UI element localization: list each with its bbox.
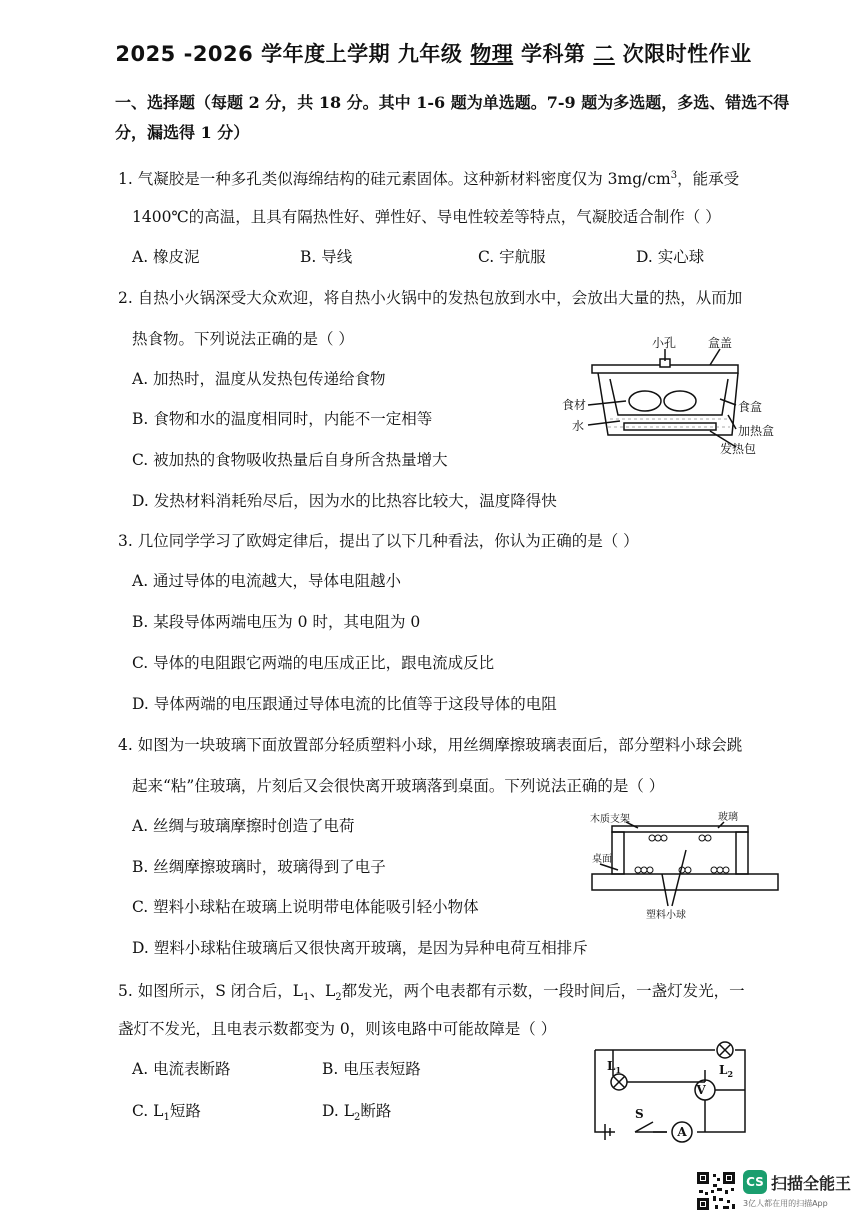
q2-option-d: D. 发热材料消耗殆尽后，因为水的比热容比较大，温度降得快 (132, 492, 557, 510)
ammeter-label: A (677, 1125, 687, 1139)
q1-stem-text-end: ，能承受 (677, 170, 740, 189)
title-subject: 物理 (470, 42, 514, 66)
label-glass: 玻璃 (718, 812, 738, 823)
circuit-diagram (585, 1040, 755, 1150)
q5-option-c-text: C. L (132, 1102, 164, 1120)
q4-stem-line2: 起来“粘”住玻璃，片刻后又会很快离开玻璃落到桌面。下列说法正确的是（ ） (132, 777, 665, 795)
q1-stem-line1 (118, 165, 739, 190)
plastic-ball (647, 867, 653, 873)
q5-option-a: A. 电流表断路 (132, 1060, 231, 1078)
qr-code-icon (695, 1170, 737, 1212)
title-part1: 2025 -2026 学年度上学期 九年级 (115, 42, 463, 66)
plastic-ball (661, 835, 667, 841)
q3-option-a: A. 通过导体的电流越大，导体电阻越小 (132, 572, 402, 590)
label-water: 水 (572, 419, 585, 433)
section-heading-line2: 分，漏选得 1 分） (115, 123, 250, 142)
food-item (664, 391, 696, 411)
title-part3: 次限时性作业 (622, 42, 752, 66)
plastic-ball (723, 867, 729, 873)
label-desk: 桌面 (592, 854, 612, 865)
l1-label: $L_1$ (607, 1059, 622, 1075)
wooden-frame-right (736, 832, 748, 874)
q4-option-a: A. 丝绸与玻璃摩擦时创造了电荷 (132, 817, 355, 835)
switch-label: S (635, 1107, 644, 1121)
q5-text-b: 、L (309, 982, 336, 1000)
q4-option-b: B. 丝绸摩擦玻璃时，玻璃得到了电子 (132, 858, 386, 876)
q3-option-b: B. 某段导体两端电压为 0 时，其电阻为 0 (132, 613, 421, 631)
label-food: 食材 (562, 398, 587, 412)
q5-stem-line1 (118, 980, 745, 1009)
q5-option-d-text: D. L (322, 1102, 355, 1120)
q1-unit-exponent: 3 (670, 170, 678, 181)
heating-pack (624, 423, 716, 430)
q4-option-c: C. 塑料小球粘在玻璃上说明带电体能吸引轻小物体 (132, 898, 479, 916)
q1-option-a: A. 橡皮泥 (132, 248, 200, 266)
voltmeter-label: V (696, 1083, 706, 1097)
q4-option-d: D. 塑料小球粘住玻璃后又很快离开玻璃，是因为异种电荷互相排斥 (132, 939, 588, 957)
hotpot-diagram (560, 335, 800, 465)
glass-balls-diagram (590, 810, 790, 925)
heating-box (598, 373, 738, 435)
switch-s (635, 1122, 653, 1132)
plastic-ball (635, 867, 641, 873)
q5-option-d-sub: 2 (354, 1112, 361, 1124)
page-title (0, 38, 867, 68)
plastic-ball (717, 867, 723, 873)
q2-option-c: C. 被加热的食物吸收热量后自身所含热量增大 (132, 451, 448, 469)
plastic-ball (711, 867, 717, 873)
q5-option-c (132, 1100, 201, 1129)
q3-stem: 3. 几位同学学习了欧姆定律后，提出了以下几种看法，你认为正确的是（ ） (118, 532, 639, 550)
q5-option-b: B. 电压表短路 (322, 1060, 421, 1078)
q5-option-c-sub: 1 (163, 1112, 170, 1124)
q1-option-b: B. 导线 (300, 248, 353, 266)
q5-sub-2: 2 (335, 992, 342, 1004)
q5-option-c-text2: 短路 (169, 1102, 201, 1120)
q5-stem-line2: 盏灯不发光，且电表示数都变为 0，则该电路中可能故障是（ ） (118, 1020, 557, 1038)
label-wooden-frame: 木质支架 (590, 814, 630, 825)
label-heating-pack: 发热包 (720, 442, 757, 456)
q1-option-c: C. 宇航服 (478, 248, 546, 266)
scanner-watermark (743, 1170, 852, 1208)
title-number: 二 (593, 42, 615, 66)
q2-option-a: A. 加热时，温度从发热包传递给食物 (132, 370, 386, 388)
q3-option-d: D. 导体两端的电压跟通过导体电流的比值等于这段导体的电阻 (132, 695, 557, 713)
plastic-ball (705, 835, 711, 841)
q2-option-b: B. 食物和水的温度相同时，内能不一定相等 (132, 410, 433, 428)
scanner-app-name: 扫描全能王 (771, 1173, 852, 1193)
plastic-ball (699, 835, 705, 841)
q2-stem-line2: 热食物。下列说法正确的是（ ） (132, 330, 354, 348)
label-lid: 盒盖 (708, 336, 733, 350)
food-box (610, 379, 728, 415)
q5-option-d-text2: 断路 (360, 1102, 392, 1120)
q2-stem-line1: 2. 自热小火锅深受大众欢迎，将自热小火锅中的发热包放到水中，会放出大量的热，从而加 (118, 289, 743, 307)
desk (592, 874, 778, 890)
q1-stem-text: 1. 气凝胶是一种多孔类似海绵结构的硅元素固体。这种新材料密度仅为 3mg/cm (118, 170, 671, 189)
q4-stem-line1: 4. 如图为一块玻璃下面放置部分轻质塑料小球，用丝绸摩擦玻璃表面后，部分塑料小球会跳 (118, 736, 743, 754)
food-item (629, 391, 661, 411)
q1-stem-line2: 1400℃的高温，且具有隔热性好、弹性好、导电性较差等特点，气凝胶适合制作（ ） (132, 208, 721, 226)
l2-label: $L_2$ (719, 1063, 734, 1079)
plastic-ball (649, 835, 655, 841)
glass-plate (612, 826, 748, 832)
q5-option-d (322, 1100, 391, 1129)
label-heating-box: 加热盒 (738, 424, 775, 438)
wooden-frame-left (612, 832, 624, 874)
label-food-box: 食盒 (738, 400, 763, 414)
title-part2: 学科第 (521, 42, 586, 66)
camscanner-logo-icon: CS (743, 1170, 767, 1194)
label-plastic-balls: 塑料小球 (646, 910, 686, 921)
q5-text-a: 5. 如图所示，S 闭合后，L (118, 982, 304, 1000)
scanner-slogan: 3亿人都在用的扫描App (743, 1199, 828, 1208)
q3-option-c: C. 导体的电阻跟它两端的电压成正比，跟电流成反比 (132, 654, 495, 672)
q1-option-d: D. 实心球 (636, 248, 705, 266)
plastic-ball (685, 867, 691, 873)
plastic-ball (655, 835, 661, 841)
plastic-ball (641, 867, 647, 873)
section-heading-line1: 一、选择题（每题 2 分，共 18 分。其中 1-6 题为单选题。7-9 题为多选题，多选、错选不得 (115, 93, 790, 112)
label-hole: 小孔 (652, 336, 677, 350)
q5-text-c: 都发光，两个电表都有示数，一段时间后，一盏灯发光，一 (341, 982, 745, 1000)
q5-sub-1: 1 (303, 992, 310, 1004)
